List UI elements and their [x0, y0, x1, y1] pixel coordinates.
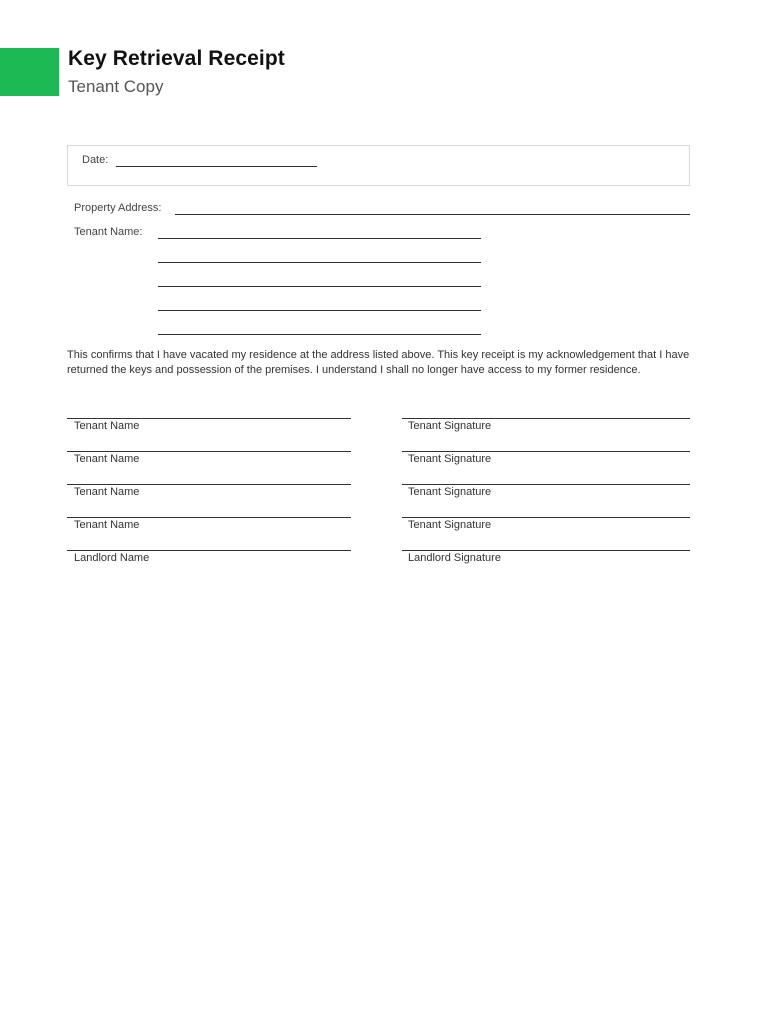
name-signature-line[interactable]: [67, 418, 351, 419]
name-signature-line[interactable]: [67, 484, 351, 485]
name-signature-line[interactable]: [67, 451, 351, 452]
signature-row: [0, 451, 770, 481]
tenant-name-field-4[interactable]: [158, 310, 481, 311]
signature-label: Tenant Signature: [408, 486, 492, 498]
name-label: Tenant Name: [74, 486, 140, 498]
date-box: [67, 145, 690, 186]
signature-label: Landlord Signature: [408, 552, 501, 564]
tenant-name-field-3[interactable]: [158, 286, 481, 287]
signature-line[interactable]: [402, 517, 690, 518]
tenant-name-field-2[interactable]: [158, 262, 481, 263]
signature-row: [0, 550, 770, 580]
signature-label: Tenant Signature: [408, 420, 492, 432]
tenant-name-field-5[interactable]: [158, 334, 481, 335]
signature-line[interactable]: [402, 550, 690, 551]
property-address-label: Property Address:: [74, 202, 162, 214]
signature-line[interactable]: [402, 451, 690, 452]
name-label: Landlord Name: [74, 552, 150, 564]
signature-label: Tenant Signature: [408, 519, 492, 531]
tenant-name-label: Tenant Name:: [74, 226, 143, 238]
signature-row: [0, 484, 770, 514]
name-signature-line[interactable]: [67, 550, 351, 551]
date-label: Date:: [82, 154, 109, 166]
name-label: Tenant Name: [74, 453, 140, 465]
signature-row: [0, 517, 770, 547]
name-signature-line[interactable]: [67, 517, 351, 518]
signature-label: Tenant Signature: [408, 453, 492, 465]
date-field[interactable]: [116, 166, 317, 167]
document-title: Key Retrieval Receipt: [68, 47, 285, 70]
signature-line[interactable]: [402, 484, 690, 485]
confirmation-paragraph: This confirms that I have vacated my residence at the address listed above. This key receipt is my acknowledgement that I have returned the keys and possession of the premises. I understand I shall no longer have access to my former residence.: [67, 349, 690, 376]
name-label: Tenant Name: [74, 420, 140, 432]
signature-line[interactable]: [402, 418, 690, 419]
property-address-field[interactable]: [175, 214, 690, 215]
signature-row: [0, 418, 770, 448]
header-accent-bar: [0, 48, 59, 96]
document-subtitle: Tenant Copy: [68, 77, 164, 96]
tenant-name-field-1[interactable]: [158, 238, 481, 239]
name-label: Tenant Name: [74, 519, 140, 531]
